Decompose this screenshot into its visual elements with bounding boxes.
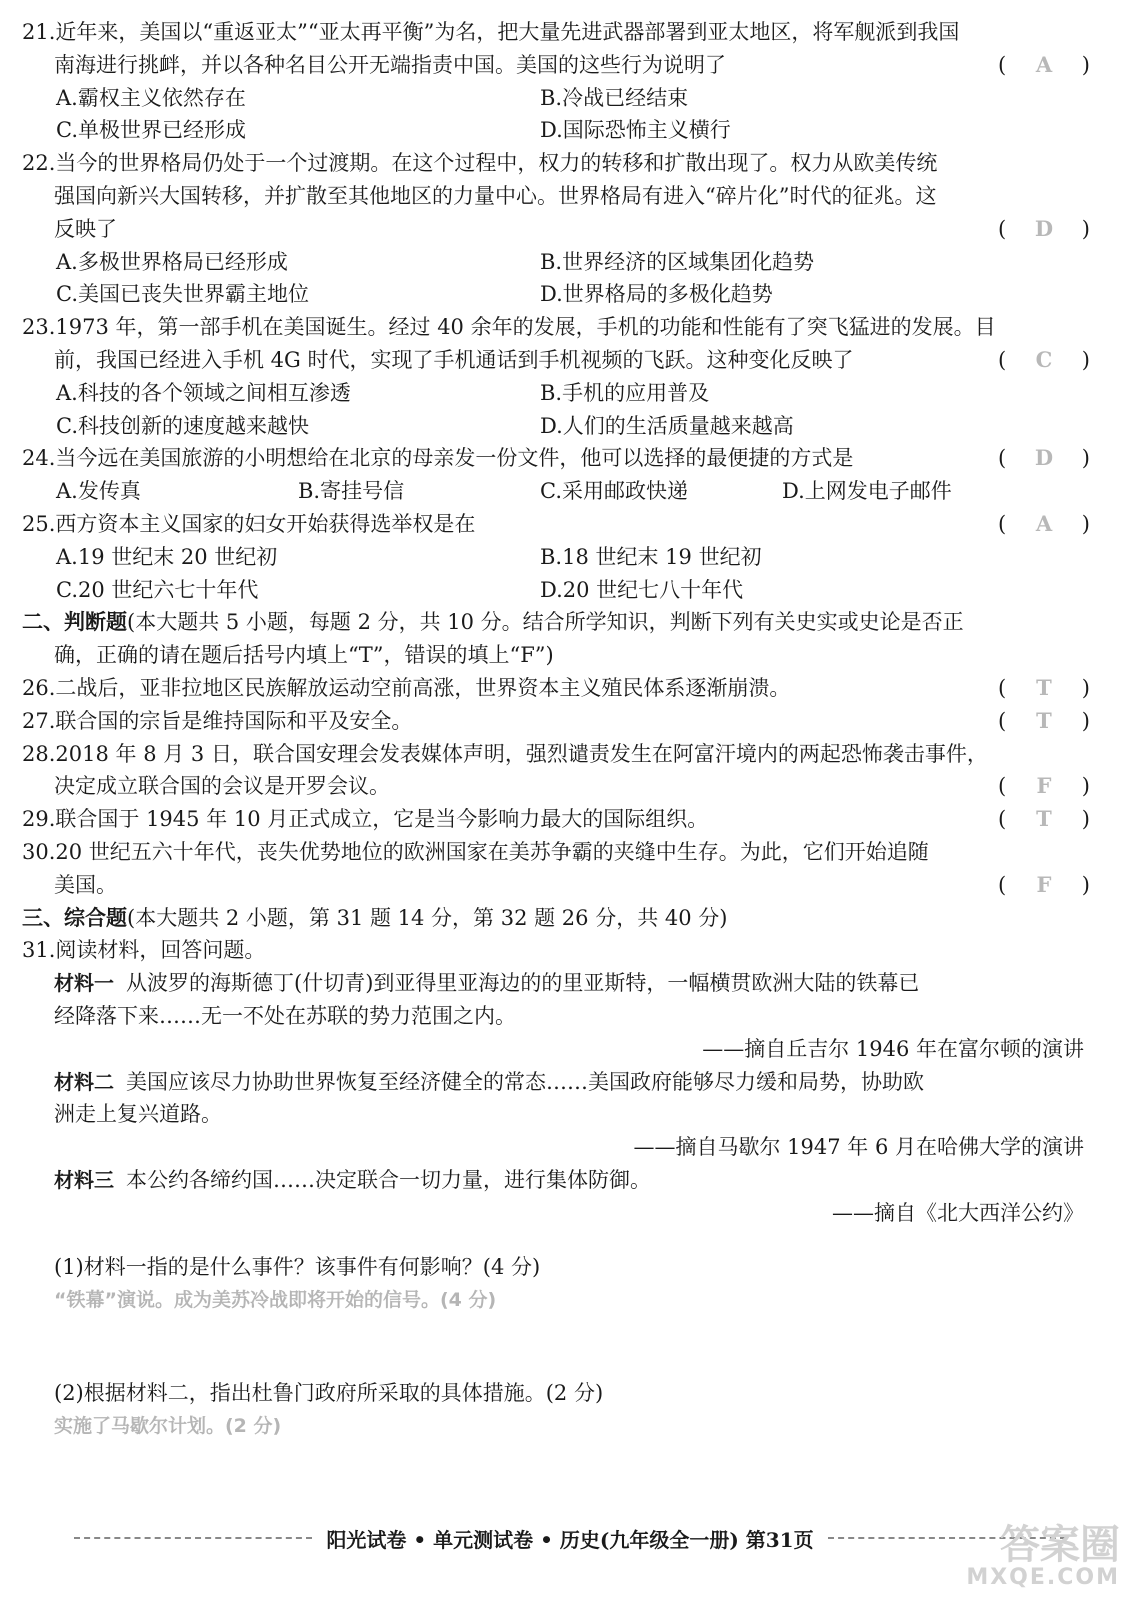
question-30-line2: 美国。 ( F )	[22, 869, 1090, 902]
material-2-line1: 材料二 美国应该尽力协助世界恢复至经济健全的常态……美国政府能够尽力缓和局势，协助欧	[54, 1069, 924, 1094]
section-2-desc: (本大题共 5 小题，每题 2 分，共 10 分。结合所学知识，判断下列有关史实或史论是否正	[127, 610, 964, 635]
question-24-line1: 24.当今远在美国旅游的小明想给在北京的母亲发一份文件，他可以选择的最便捷的方式是 ( D )	[22, 442, 1090, 475]
material-3-line1: 材料三 本公约各缔约国……决定联合一切力量，进行集体防御。	[54, 1167, 651, 1192]
option-24-c: C.采用邮政快递	[540, 479, 688, 504]
option-24-d: D.上网发电子邮件	[782, 479, 952, 504]
sub-question-1: (1)材料一指的是什么事件？该事件有何影响？(4 分)	[54, 1255, 541, 1280]
answer-bracket-26: ( T )	[998, 674, 1090, 700]
answer-bracket-27: ( T )	[998, 707, 1090, 733]
question-31-intro: 31.阅读材料，回答问题。	[22, 938, 266, 963]
question-22-line2: 强国向新兴大国转移，并扩散至其他地区的力量中心。世界格局有进入“碎片化”时代的征兆。这	[54, 183, 937, 208]
material-2-line2: 洲走上复兴道路。	[54, 1102, 222, 1127]
watermark-logo-text: 答案圈	[1000, 1522, 1120, 1568]
option-21-b: B.冷战已经结束	[540, 85, 689, 110]
question-22-line3: 反映了 ( D )	[22, 213, 1090, 246]
question-28-line2: 决定成立联合国的会议是开罗会议。 ( F )	[22, 770, 1090, 803]
options-25-row1	[22, 541, 1090, 574]
question-29: 29.联合国于 1945 年 10 月正式成立，它是当今影响力最大的国际组织。 ( T )	[22, 803, 1090, 836]
material-3-source: ——摘自《北大西洋公约》	[832, 1200, 1084, 1225]
options-22-row2	[22, 278, 1090, 311]
option-22-d: D.世界格局的多极化趋势	[540, 282, 773, 307]
option-23-d: D.人们的生活质量越来越高	[540, 413, 794, 438]
question-21-line2: 南海进行挑衅，并以各种名目公开无端指责中国。美国的这些行为说明了 ( A )	[22, 49, 1090, 82]
section-2-heading	[22, 606, 1090, 639]
question-26: 26.二战后，亚非拉地区民族解放运动空前高涨，世界资本主义殖民体系逐渐崩溃。 ( T )	[22, 672, 1090, 705]
option-25-a: A.19 世纪末 20 世纪初	[56, 544, 278, 569]
options-21-row1	[22, 82, 1090, 115]
answer-bracket-23: ( C )	[998, 346, 1090, 372]
option-23-c: C.科技创新的速度越来越快	[56, 413, 309, 438]
option-21-d: D.国际恐怖主义横行	[540, 118, 731, 143]
answer-bracket-24: ( D )	[998, 445, 1090, 471]
section-2-desc-line2: 确，正确的请在题后括号内填上“T”，错误的填上“F”)	[54, 643, 554, 668]
option-22-a: A.多极世界格局已经形成	[56, 249, 288, 274]
option-21-a: A.霸权主义依然存在	[56, 85, 246, 110]
option-22-b: B.世界经济的区域集团化趋势	[540, 249, 815, 274]
options-22-row1	[22, 246, 1090, 279]
question-25-line1: 25.西方资本主义国家的妇女开始获得选举权是在 ( A )	[22, 508, 1090, 541]
option-24-a: A.发传真	[56, 479, 141, 504]
option-25-d: D.20 世纪七八十年代	[540, 577, 744, 602]
exam-page	[22, 16, 1090, 1443]
options-21-row2	[22, 114, 1090, 147]
material-1-line2: 经降落下来……无一不处在苏联的势力范围之内。	[54, 1003, 516, 1028]
material-1-label: 材料一	[54, 971, 114, 996]
option-21-c: C.单极世界已经形成	[56, 118, 246, 143]
answer-bracket-25: ( A )	[998, 510, 1090, 536]
watermark-logo	[966, 1522, 1120, 1590]
option-22-c: C.美国已丧失世界霸主地位	[56, 282, 309, 307]
watermark-url: MXQE.COM	[966, 1565, 1120, 1590]
option-25-c: C.20 世纪六七十年代	[56, 577, 259, 602]
sub-answer-1: “铁幕”演说。成为美苏冷战即将开始的信号。(4 分)	[54, 1289, 497, 1312]
sub-question-2: (2)根据材料二，指出杜鲁门政府所采取的具体措施。(2 分)	[54, 1381, 604, 1406]
spacer	[22, 1317, 1090, 1377]
section-3-title: 三、综合题	[22, 904, 127, 930]
answer-bracket-29: ( T )	[998, 806, 1090, 832]
material-2-source: ——摘自马歇尔 1947 年 6 月在哈佛大学的演讲	[633, 1135, 1084, 1160]
options-23-row2	[22, 410, 1090, 443]
page-footer	[60, 1522, 1080, 1554]
options-23-row1	[22, 377, 1090, 410]
question-30-line1: 30.20 世纪五六十年代，丧失优势地位的欧洲国家在美苏争霸的夹缝中生存。为此，它们开始追随	[22, 839, 929, 864]
material-1-line1: 材料一 从波罗的海斯德丁(什切青)到亚得里亚海边的的里亚斯特，一幅横贯欧洲大陆的铁幕已	[54, 971, 920, 996]
question-22-line1: 22.当今的世界格局仍处于一个过渡期。在这个过程中，权力的转移和扩散出现了。权力从欧美传统	[22, 151, 938, 176]
option-23-a: A.科技的各个领域之间相互渗透	[56, 380, 351, 405]
answer-bracket-30: ( F )	[998, 871, 1090, 897]
option-24-b: B.寄挂号信	[298, 479, 405, 504]
material-1-source: ——摘自丘吉尔 1946 年在富尔顿的演讲	[702, 1036, 1084, 1061]
options-24-row	[22, 475, 1090, 508]
answer-bracket-22: ( D )	[998, 215, 1090, 241]
question-27: 27.联合国的宗旨是维持国际和平及安全。 ( T )	[22, 705, 1090, 738]
footer-text: 阳光试卷 • 单元测试卷 • 历史(九年级全一册) 第31页	[326, 1527, 814, 1552]
material-2-label: 材料二	[54, 1069, 114, 1094]
section-2-title: 二、判断题	[22, 609, 127, 635]
question-28-line1: 28.2018 年 8 月 3 日，联合国安理会发表媒体声明，强烈谴责发生在阿富汗境内的两起恐怖袭击事件，	[22, 741, 988, 766]
question-23-line2: 前，我国已经进入手机 4G 时代，实现了手机通话到手机视频的飞跃。这种变化反映了 ( C )	[22, 344, 1090, 377]
footer-divider-left	[74, 1537, 312, 1539]
section-3-heading	[22, 902, 1090, 935]
option-23-b: B.手机的应用普及	[540, 380, 710, 405]
answer-bracket-28: ( F )	[998, 773, 1090, 799]
sub-answer-2: 实施了马歇尔计划。(2 分)	[54, 1414, 282, 1437]
question-23-line1: 23.1973 年，第一部手机在美国诞生。经过 40 余年的发展，手机的功能和性能有了突飞猛进的发展。目	[22, 315, 996, 340]
spacer	[22, 1229, 1090, 1251]
option-25-b: B.18 世纪末 19 世纪初	[540, 544, 762, 569]
section-3-desc: (本大题共 2 小题，第 31 题 14 分，第 32 题 26 分，共 40 分)	[127, 905, 728, 930]
answer-bracket-21: ( A )	[998, 51, 1090, 77]
material-3-label: 材料三	[54, 1167, 114, 1192]
options-25-row2	[22, 574, 1090, 607]
question-21-line1: 21.近年来，美国以“重返亚太”“亚太再平衡”为名，把大量先进武器部署到亚太地区，将军舰派到我国	[22, 20, 960, 44]
